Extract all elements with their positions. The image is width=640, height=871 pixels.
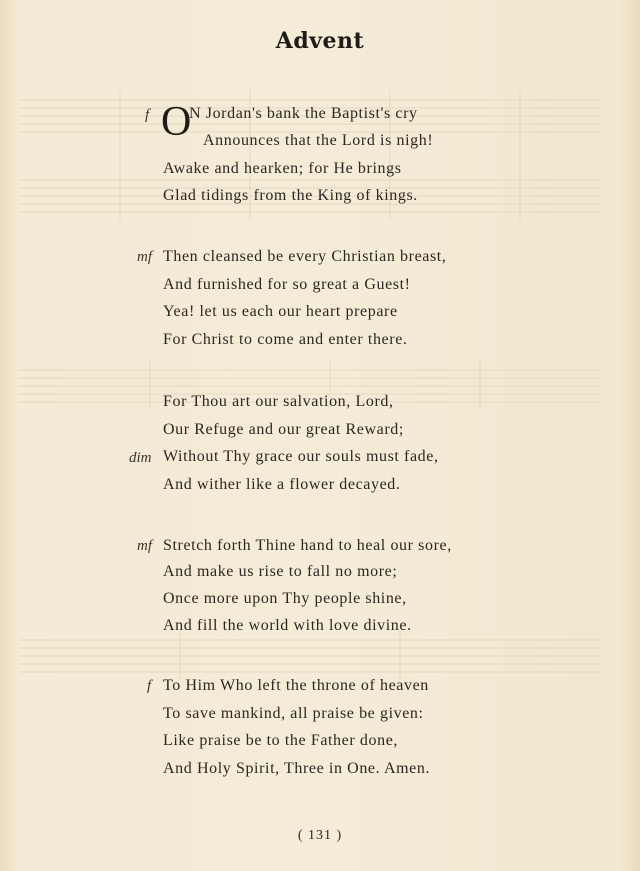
dynamic-mark: f [147, 678, 152, 694]
verse-line: And fill the world with love divine. [163, 617, 412, 634]
verse-line: Like praise be to the Father done, [163, 732, 398, 749]
verse-line: Glad tidings from the King of kings. [163, 187, 418, 204]
drop-cap: O [161, 99, 192, 145]
dynamic-mark: f [145, 107, 150, 123]
verse-line: Without Thy grace our souls must fade, [163, 448, 439, 465]
verse-line: Awake and hearken; for He brings [163, 160, 402, 177]
verse-line: And furnished for so great a Guest! [163, 276, 411, 293]
verse-line: Then cleansed be every Christian breast, [163, 248, 447, 265]
verse-line: And Holy Spirit, Three in One. Amen. [163, 760, 431, 777]
page-title: Advent [275, 28, 365, 54]
verse-line: N Jordan's bank the Baptist's cry [189, 105, 418, 122]
verse-line: Our Refuge and our great Reward; [163, 421, 404, 438]
dynamic-mark: mf [137, 249, 152, 265]
verse-line: Announces that the Lord is nigh! [203, 132, 434, 149]
dynamic-mark: mf [137, 538, 152, 554]
verse-line: And make us rise to fall no more; [163, 563, 398, 580]
page-number: ( 131 ) [297, 828, 343, 843]
verse-line: And wither like a flower decayed. [163, 476, 401, 493]
verse-line: Yea! let us each our heart prepare [163, 303, 398, 320]
verse-line: To Him Who left the throne of heaven [163, 677, 429, 694]
dynamic-mark: dim [129, 450, 152, 466]
verse-line: For Christ to come and enter there. [163, 331, 408, 348]
verse-line: To save mankind, all praise be given: [163, 705, 424, 722]
verse-line: Stretch forth Thine hand to heal our sore, [163, 537, 452, 554]
verse-line: For Thou art our salvation, Lord, [163, 393, 394, 410]
verse-line: Once more upon Thy people shine, [163, 590, 407, 607]
